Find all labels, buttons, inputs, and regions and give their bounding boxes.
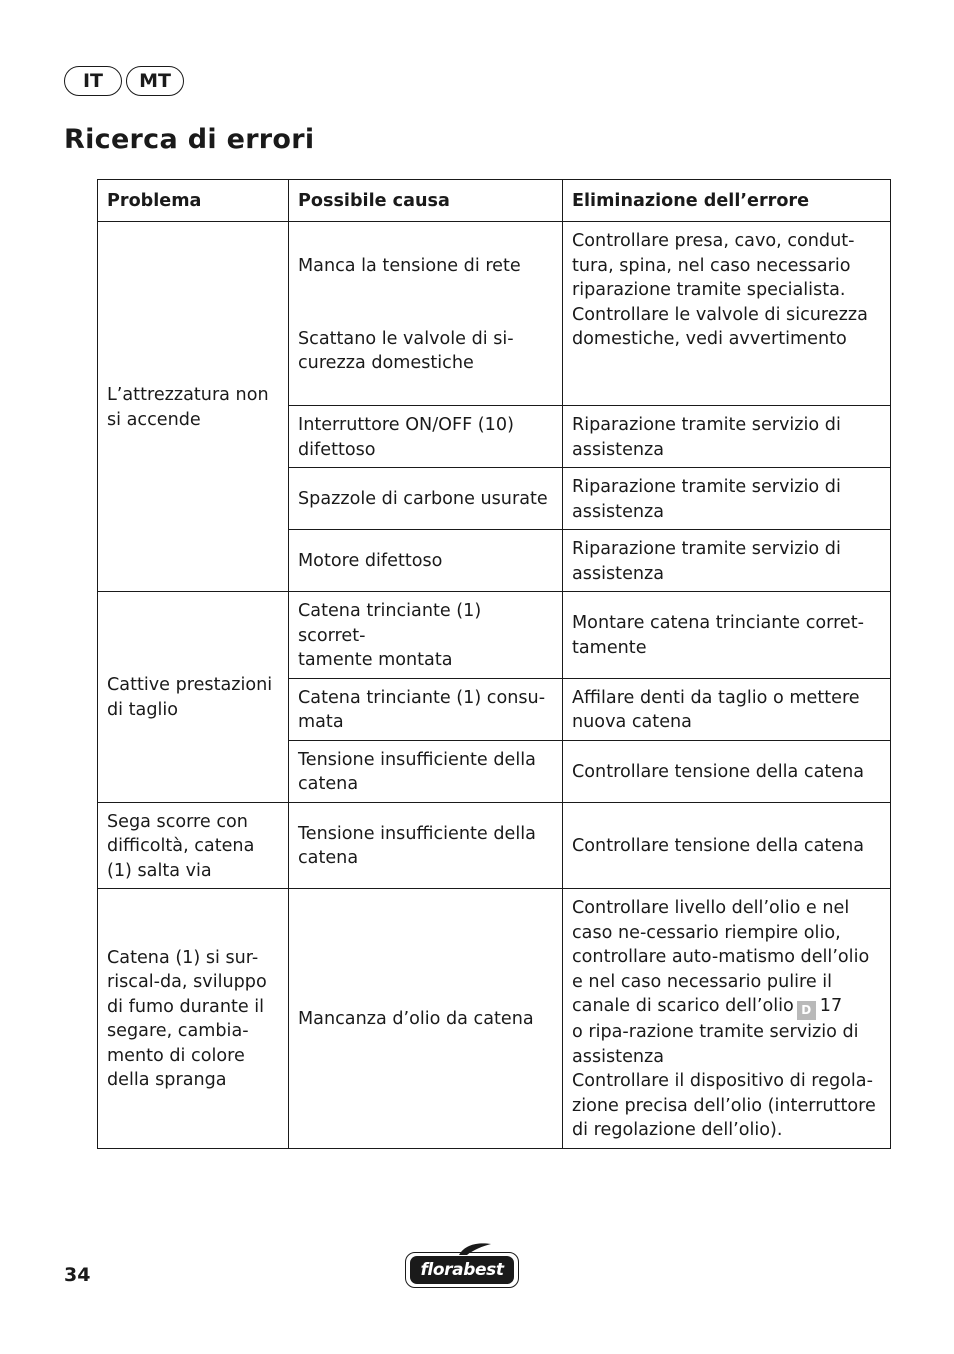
language-badge-mt: MT [126, 66, 184, 96]
header-problem: Problema [98, 180, 289, 222]
problem-cell: L’attrezzatura non si accende [98, 222, 289, 592]
problem-cell: Sega scorre con difficoltà, catena (1) salta via [98, 802, 289, 889]
cause-cell: Tensione insufficiente della catena [289, 740, 563, 802]
solution-cell: Riparazione tramite servizio di assistenza [563, 530, 891, 592]
header-solution: Eliminazione dell’errore [563, 180, 891, 222]
cause-cell: Tensione insufficiente della catena [289, 802, 563, 889]
table-row [98, 222, 891, 406]
cause-cell: Spazzole di carbone usurate [289, 468, 563, 530]
cause-text: Scattano le valvole di si- curezza domestiche [298, 328, 514, 373]
language-badges [64, 66, 184, 96]
page-number: 34 [64, 1264, 91, 1286]
solution-cell: Affilare denti da taglio o mettere nuova catena [563, 678, 891, 740]
cause-cell: Interruttore ON/OFF (10) difettoso [289, 406, 563, 468]
solution-cell [563, 889, 891, 1149]
cause-cell: Mancanza d’olio da catena [289, 889, 563, 1149]
reference-d-icon: D [797, 1001, 816, 1020]
table-row [98, 802, 891, 889]
problem-cell: Cattive prestazioni di taglio [98, 592, 289, 803]
problem-cell: Catena (1) si sur- riscal-da, sviluppo di fumo durante il segare, cambia- mento di colore della spranga [98, 889, 289, 1149]
solution-cell: Controllare presa, cavo, condut- tura, spina, nel caso necessario riparazione tramite specialista. Controllare le valvole di sicurezza domestiche, vedi avvertimento [563, 222, 891, 406]
logo-wordmark: florabest [410, 1256, 514, 1284]
table-header-row [98, 180, 891, 222]
table-row [98, 889, 891, 1149]
header-cause: Possibile causa [289, 180, 563, 222]
florabest-logo [405, 1242, 519, 1290]
table-row [98, 592, 891, 679]
solution-text: o ripa-razione tramite servizio di assistenza Controllare il dispositivo di regola- zione precisa dell’olio (interruttore di regolazione dell’olio). [572, 1022, 876, 1140]
cause-cell: Motore difettoso [289, 530, 563, 592]
language-badge-it: IT [64, 66, 122, 96]
reference-page: 17 [819, 996, 843, 1016]
troubleshooting-table [97, 179, 891, 1149]
solution-cell: Montare catena trinciante corret- tamente [563, 592, 891, 679]
solution-cell: Controllare tensione della catena [563, 802, 891, 889]
solution-text: Controllare livello dell’olio e nel caso ne-cessario riempire olio, controllare auto-matismo dell’olio e nel caso necessario pulire il canale di scarico dell’olio [572, 898, 870, 1016]
cause-cell: Catena trinciante (1) scorret- tamente montata [289, 592, 563, 679]
page-title: Ricerca di errori [64, 124, 315, 155]
cause-text: Manca la tensione di rete [298, 255, 521, 276]
cause-cell: Catena trinciante (1) consu- mata [289, 678, 563, 740]
solution-cell: Riparazione tramite servizio di assistenza [563, 406, 891, 468]
cause-cell [289, 222, 563, 406]
solution-cell: Controllare tensione della catena [563, 740, 891, 802]
solution-cell: Riparazione tramite servizio di assistenza [563, 468, 891, 530]
logo-frame [405, 1252, 519, 1288]
